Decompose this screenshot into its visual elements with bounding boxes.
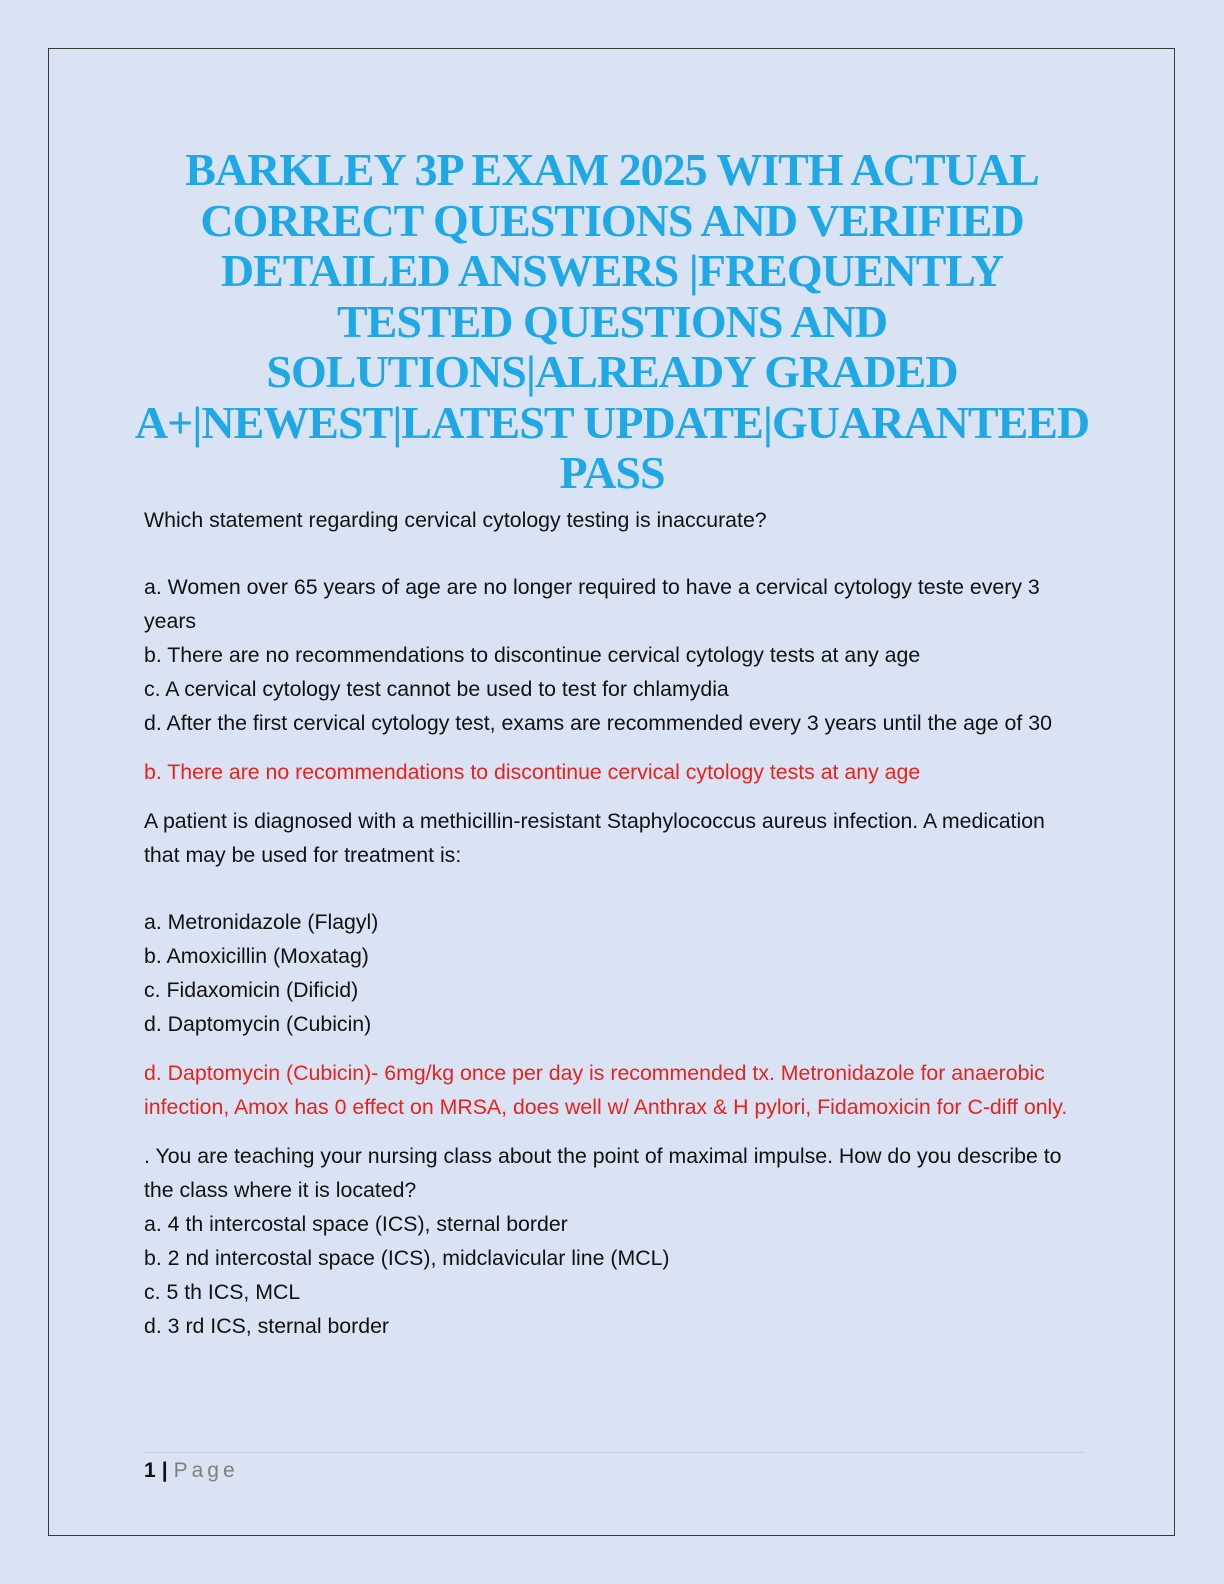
option-text: a. Metronidazole (Flagyl) — [144, 910, 379, 934]
option-text: d. Daptomycin (Cubicin) — [144, 1012, 372, 1036]
footer-separator: | — [161, 1459, 168, 1482]
document-title: BARKLEY 3P EXAM 2025 WITH ACTUAL CORRECT QUESTIONS AND VERIFIED DETAILED ANSWERS |FREQUENTLY TESTED QUESTIONS AND SOLUTIONS|ALREADY GRADED A+|NEWEST|LATEST UPDATE|GUARANTEED PASS — [134, 144, 1090, 498]
option-text: b. Amoxicillin (Moxatag) — [144, 944, 369, 968]
answer-text: d. Daptomycin (Cubicin)- 6mg/kg once per day is recommended tx. Metronidazole for anaerobic infection, Amox has 0 effect on MRSA, does well w/ Anthrax & H pylori, Fidamoxicin for C-diff only. — [144, 1061, 1068, 1119]
question-text: . You are teaching your nursing class about the point of maximal impulse. How do you describe to the class where it is located? — [144, 1144, 1062, 1202]
option-text: d. After the first cervical cytology test, exams are recommended every 3 years until the age of 30 — [144, 711, 1052, 735]
question-text: Which statement regarding cervical cytology testing is inaccurate? — [144, 508, 767, 532]
answer-text: b. There are no recommendations to discontinue cervical cytology tests at any age — [144, 760, 921, 784]
question-text: A patient is diagnosed with a methicillin-resistant Staphylococcus aureus infection. A medication that may be used for treatment is: — [144, 809, 1045, 867]
option-text: c. 5 th ICS, MCL — [144, 1280, 301, 1304]
option-text: a. 4 th intercostal space (ICS), sternal border — [144, 1212, 568, 1236]
option-text: c. A cervical cytology test cannot be used to test for chlamydia — [144, 677, 729, 701]
option-text: c. Fidaxomicin (Dificid) — [144, 978, 359, 1002]
page-footer — [144, 1456, 239, 1486]
option-text: b. There are no recommendations to discontinue cervical cytology tests at any age — [144, 643, 921, 667]
footer-divider — [144, 1452, 1084, 1453]
document-content — [144, 503, 1084, 1343]
option-text: b. 2 nd intercostal space (ICS), midclavicular line (MCL) — [144, 1246, 670, 1270]
page-number: 1 — [144, 1459, 156, 1482]
page-label: Page — [173, 1459, 239, 1482]
option-text: d. 3 rd ICS, sternal border — [144, 1314, 390, 1338]
option-text: a. Women over 65 years of age are no longer required to have a cervical cytology teste every 3 years — [144, 575, 1040, 633]
